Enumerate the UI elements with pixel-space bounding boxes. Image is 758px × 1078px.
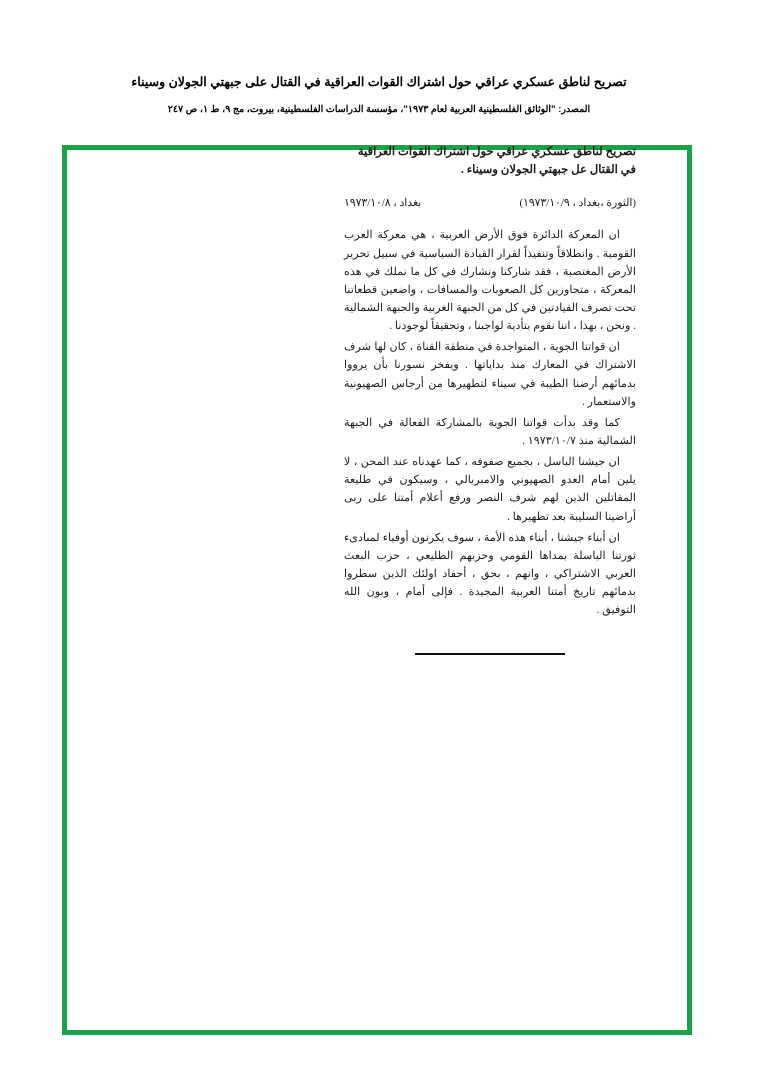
paragraph: كما وقد بدأت قواتنا الجوية بالمشاركة الفعالة في الجبهة الشمالية منذ ١٩٧٣/١٠/٧ . xyxy=(344,416,636,447)
source-citation: المصدر: "الوثائق الفلسطينية العربية لعام ١٩٧٣"، مؤسسة الدراسات الفلسطينية، بيروت، مج ٩، ط ١، ص ٢٤٧ xyxy=(167,103,591,115)
page-header xyxy=(0,74,758,116)
document-heading: تصريح لناطق عسكري عراقي حول اشتراك القوات العراقية في القتال عل جبهتي الجولان وسيناء . xyxy=(357,145,636,176)
scanned-document-body xyxy=(344,143,636,655)
page-title: تصريح لناطق عسكري عراقي حول اشتراك القوات العراقية في القتال على جبهتي الجولان وسيناء xyxy=(131,75,627,89)
dateline-publication: (الثورة ،بغداد ، ١٩٧٣/١٠/٩) xyxy=(519,196,636,209)
paragraph: ان المعركة الدائرة فوق الأرض العربية ، هي معركة العرب القومية . وانطلاقاً وتنفيذاً لقرار القيادة السياسية في سبيل تحرير الأرض المغتصبة ، فقد شاركنا ونشارك في كل ما نملك في هذه المعركة ، متجاوزين كل الصعوبات والمسافات ، واضعين قطعاتنا تحت تصرف القيادتين في كل من الجبهة الغربية والجبهة الشمالية . ونحن ، بهذا ، اننا نقوم بتأدية لواجبنا ، وتحقيقاً لوجودنا . xyxy=(344,229,636,333)
paragraph: ان قواتنا الجوية ، المتواجدة في منطقة القناة ، كان لها شرف الاشتراك في المعارك منذ بداياتها . ويفخر نسورنا بأن يرووا بدمائهم أرضنا الطيبة في سيناء لتطهيرها من أرجاس الصهيونية والاستعمار . xyxy=(344,341,636,408)
paragraph: ان جيشنا الباسل ، بجميع صفوفه ، كما عهدناه عند المحن ، لا يلين أمام العدو الصهيوني والامبريالي ، وسيكون في طليعة المقاتلين الذين لهم شرف النصر ورفع أعلام أمتنا على ربى أراضينا السليبة بعد تطهيرها . xyxy=(344,456,636,523)
dateline-place-date: بغداد ، ١٩٧٣/١٠/٨ xyxy=(344,196,422,209)
horizontal-rule xyxy=(415,653,565,655)
paragraph: ان أبناء جيشنا ، أبناء هذه الأمة ، سوف يكرنون أوفياء لمبادىء ثورتنا الباسلة بمداها القومي وحزبهم الطليعي ، حزب البعث العربي الاشتراكي ، وانهم ، بحق ، أحفاد اولئك الذين سطروا بدمائهم تاريخ أمتنا العربية المجيدة . فإلى أمام ، وبون الله التوفيق . xyxy=(344,531,636,617)
dateline xyxy=(344,195,636,212)
